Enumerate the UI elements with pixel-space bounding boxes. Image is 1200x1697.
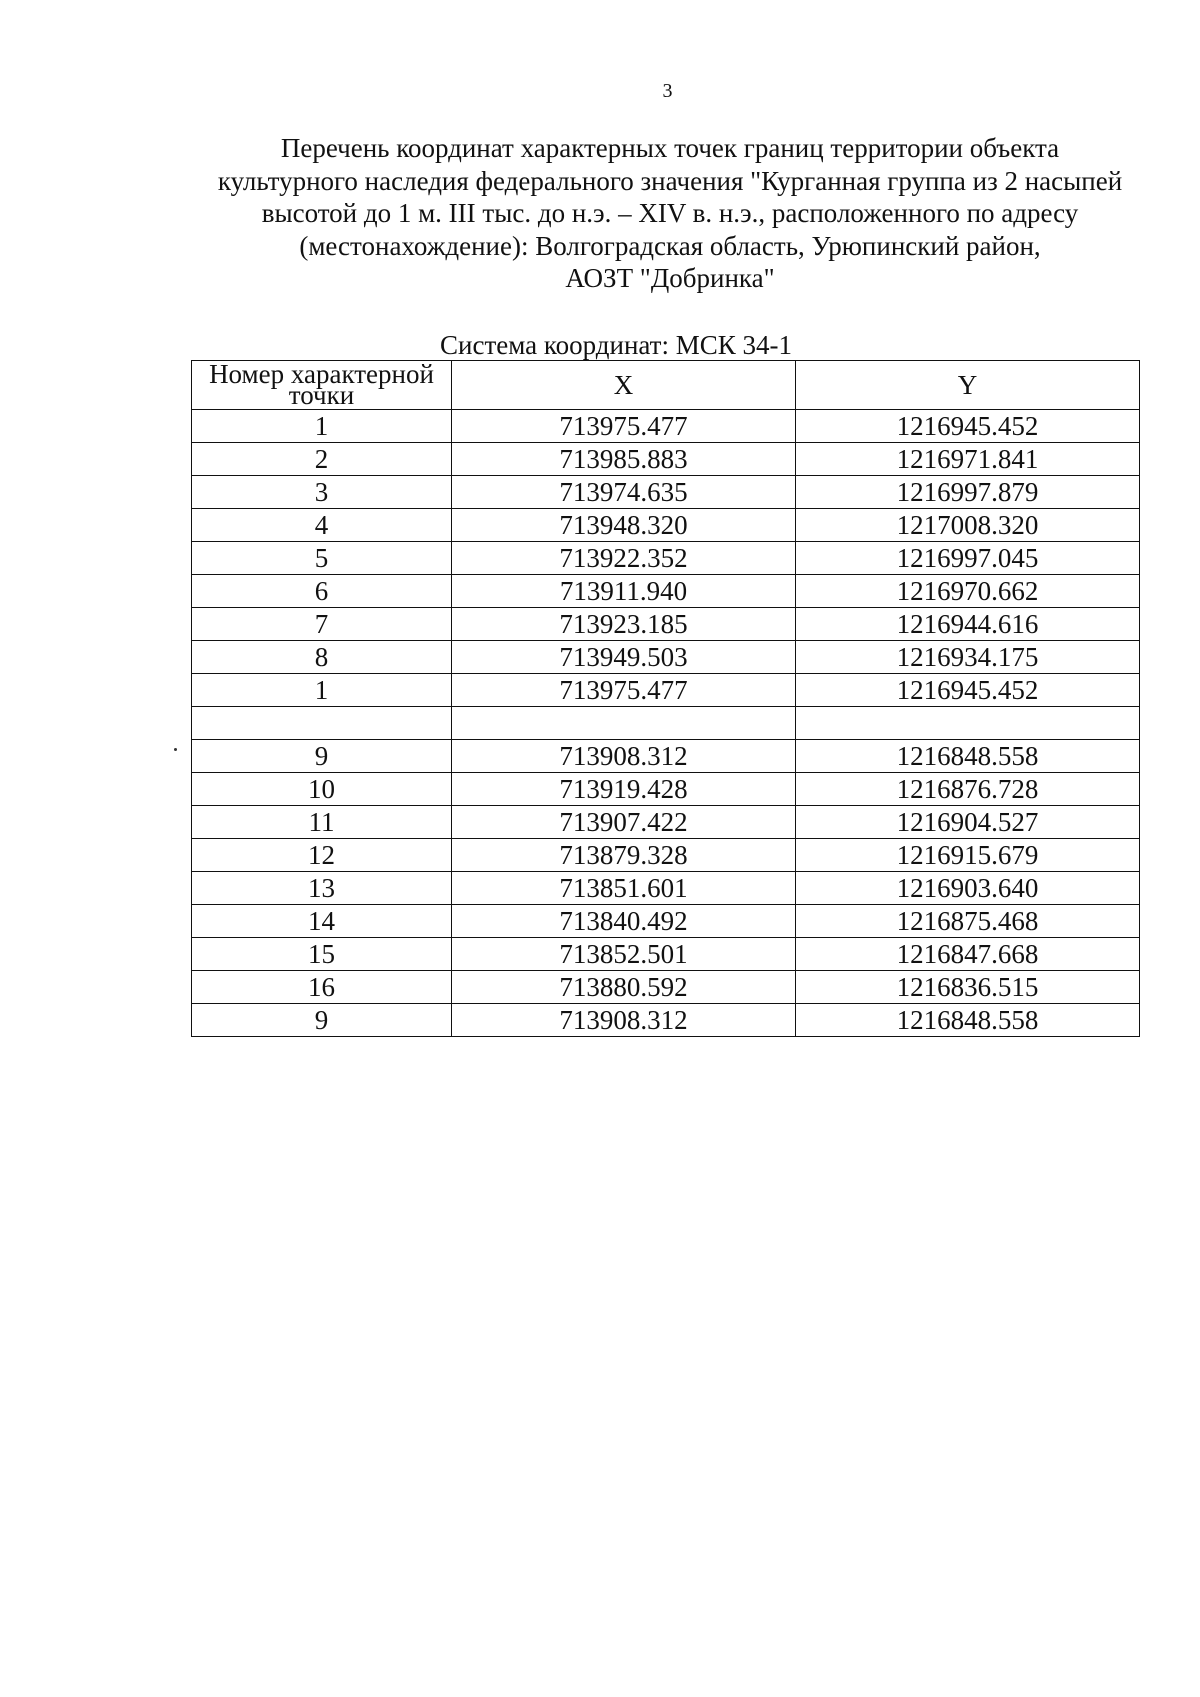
cell-y: 1216848.558 [796,740,1140,773]
header-y: Y [796,361,1140,410]
cell-point-number: 6 [192,575,452,608]
cell-y: 1216971.841 [796,443,1140,476]
cell-point-number: 9 [192,1004,452,1037]
cell-y: 1216997.045 [796,542,1140,575]
cell-point-number: 13 [192,872,452,905]
cell-x: 713852.501 [452,938,796,971]
title-line: АОЗТ "Добринка" [565,263,775,293]
cell-x: 713840.492 [452,905,796,938]
cell-y: 1216997.879 [796,476,1140,509]
cell-x: 713922.352 [452,542,796,575]
cell-point-number: 2 [192,443,452,476]
title-line: высотой до 1 м. III тыс. до н.э. – XIV в. н.э., расположенного по адресу [261,198,1079,228]
table-row [192,938,1140,971]
cell-point-number: 1 [192,674,452,707]
cell-y: 1216945.452 [796,674,1140,707]
cell-point-number: 3 [192,476,452,509]
table-row [192,740,1140,773]
table-row [192,641,1140,674]
table-row [192,707,1140,740]
title-line: Перечень координат характерных точек границ территории объекта [280,133,1060,163]
cell-x: 713949.503 [452,641,796,674]
cell-x: 713923.185 [452,608,796,641]
cell-x: 713908.312 [452,1004,796,1037]
cell-y: 1216875.468 [796,905,1140,938]
table-row [192,476,1140,509]
cell-y: 1216934.175 [796,641,1140,674]
table-header-row [192,361,1140,410]
header-x: X [452,361,796,410]
cell-y: 1216915.679 [796,839,1140,872]
cell-point-number: 8 [192,641,452,674]
cell-point-number: 15 [192,938,452,971]
cell-point-number: 4 [192,509,452,542]
cell-x: 713908.312 [452,740,796,773]
table-row [192,575,1140,608]
cell-x: 713974.635 [452,476,796,509]
table-row [192,806,1140,839]
cell-y [796,707,1140,740]
cell-point-number: 10 [192,773,452,806]
cell-y: 1216904.527 [796,806,1140,839]
table-row [192,905,1140,938]
cell-x: 713880.592 [452,971,796,1004]
cell-x: 713911.940 [452,575,796,608]
table-row [192,608,1140,641]
table-row [192,443,1140,476]
table-row [192,1004,1140,1037]
cell-x: 713948.320 [452,509,796,542]
table-row [192,542,1140,575]
cell-y: 1217008.320 [796,509,1140,542]
cell-y: 1216876.728 [796,773,1140,806]
table-row [192,773,1140,806]
cell-y: 1216848.558 [796,1004,1140,1037]
table-body [192,410,1140,1037]
table-row [192,509,1140,542]
cell-y: 1216945.452 [796,410,1140,443]
cell-x: 713985.883 [452,443,796,476]
cell-point-number: 16 [192,971,452,1004]
cell-x: 713919.428 [452,773,796,806]
cell-point-number: 11 [192,806,452,839]
page-number: 3 [662,80,673,102]
coordinates-table [191,360,1140,1037]
cell-y: 1216944.616 [796,608,1140,641]
cell-x: 713975.477 [452,674,796,707]
cell-x [452,707,796,740]
cell-x: 713907.422 [452,806,796,839]
header-point-number: Номер характерной точки [192,361,452,410]
cell-point-number [192,707,452,740]
cell-point-number: 14 [192,905,452,938]
cell-point-number: 9 [192,740,452,773]
cell-y: 1216970.662 [796,575,1140,608]
table-row [192,674,1140,707]
cell-x: 713879.328 [452,839,796,872]
document-title [170,132,1170,295]
title-line: культурного наследия федерального значения "Курганная группа из 2 насыпей [217,165,1123,196]
table-row [192,410,1140,443]
table-row [192,971,1140,1004]
coordinate-system-caption: Система координат: МСК 34-1 [440,330,792,360]
cell-point-number: 1 [192,410,452,443]
cell-point-number: 5 [192,542,452,575]
cell-point-number: 12 [192,839,452,872]
table-row [192,839,1140,872]
cell-x: 713851.601 [452,872,796,905]
scan-speck [174,748,177,751]
cell-x: 713975.477 [452,410,796,443]
cell-y: 1216847.668 [796,938,1140,971]
cell-y: 1216836.515 [796,971,1140,1004]
title-line: (местонахождение): Волгоградская область, Урюпинский район, [299,230,1041,261]
cell-point-number: 7 [192,608,452,641]
table-row [192,872,1140,905]
cell-y: 1216903.640 [796,872,1140,905]
